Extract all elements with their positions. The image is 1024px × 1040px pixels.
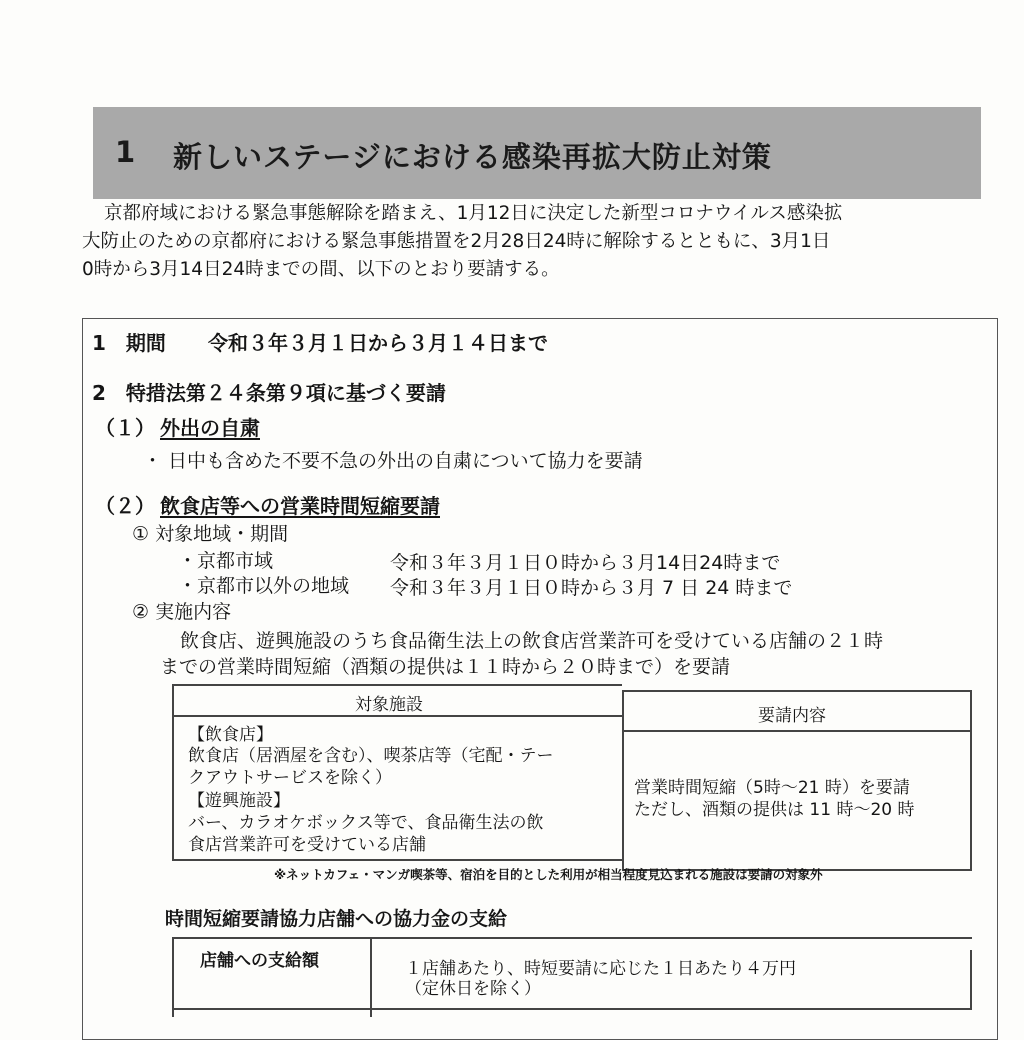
intro-line-2: 大防止のための京都府における緊急事態措置を2月28日24時に解除するとともに、3月1日 <box>82 231 831 252</box>
sub1-number: （１） <box>95 416 155 440</box>
item2-title: ② 実施内容 <box>132 601 232 623</box>
section2-title: 2 特措法第２４条第９項に基づく要請 <box>92 381 446 405</box>
support-value-line-2: （定休日を除く） <box>405 979 541 999</box>
area2-period: 令和３年３月１日０時から３月 7 日 24 時まで <box>390 577 793 599</box>
facility-cat1-line-1: 飲食店（居酒屋を含む）、喫茶店等（宅配・テー <box>188 746 554 766</box>
support-heading: 時間短縮要請協力店舗への協力金の支給 <box>165 908 508 930</box>
facility-cat2-line-1: バー、カラオケボックス等で、食品衛生法の飲 <box>188 813 544 833</box>
table-note: ※ネットカフェ・マンガ喫茶等、宿泊を目的とした利用が相当程度見込まれる施設は要請の対象外 <box>274 867 823 882</box>
sub2-number: （２） <box>95 494 155 518</box>
intro-paragraph <box>82 200 1002 284</box>
sub1-bullet: ・ 日中も含めた不要不急の外出の自粛について協力を要請 <box>143 450 643 472</box>
col-request-header: 要請内容 <box>758 706 826 726</box>
content-line-2: までの営業時間短縮（酒類の提供は１１時から２０時まで）を要請 <box>160 656 731 678</box>
section-number: 1 <box>115 135 137 169</box>
intro-line-1: 京都府域における緊急事態解除を踏まえ、1月12日に決定した新型コロナウイルス感染拡 <box>104 203 843 224</box>
support-value-line-1: １店舗あたり、時短要請に応じた１日あたり４万円 <box>405 959 796 979</box>
request-line-2: ただし、酒類の提供は 11 時～20 時 <box>634 800 915 820</box>
request-line-1: 営業時間短縮（5時～21 時）を要請 <box>634 778 910 798</box>
col-facility-header: 対象施設 <box>355 695 423 715</box>
sub2-title: 飲食店等への営業時間短縮要請 <box>160 494 440 518</box>
sub1-title: 外出の自粛 <box>160 416 260 440</box>
facility-cat2-line-2: 食店営業許可を受けている店舗 <box>188 835 426 855</box>
period-value: 令和３年３月１日から３月１４日まで <box>208 331 548 355</box>
area2-name: ・京都市以外の地域 <box>178 575 350 597</box>
section-header <box>93 107 981 199</box>
area1-period: 令和３年３月１日０時から３月14日24時まで <box>390 552 781 574</box>
content-line-1: 飲食店、遊興施設のうち食品衛生法上の飲食店営業許可を受けている店舗の２１時 <box>180 630 884 652</box>
support-label: 店舗への支給額 <box>200 951 319 971</box>
intro-line-3: 0時から3月14日24時までの間、以下のとおり要請する。 <box>82 259 560 280</box>
facility-category-1: 【飲食店】 <box>188 725 273 745</box>
area1-name: ・京都市域 <box>178 550 274 572</box>
facility-cat1-line-2: クアウトサービスを除く） <box>188 768 392 788</box>
item1-title: ① 対象地域・期間 <box>132 523 289 545</box>
section-title: 新しいステージにおける感染再拡大防止対策 <box>173 140 772 174</box>
period-label: 1 期間 <box>92 331 166 355</box>
facility-category-2: 【遊興施設】 <box>188 791 290 811</box>
